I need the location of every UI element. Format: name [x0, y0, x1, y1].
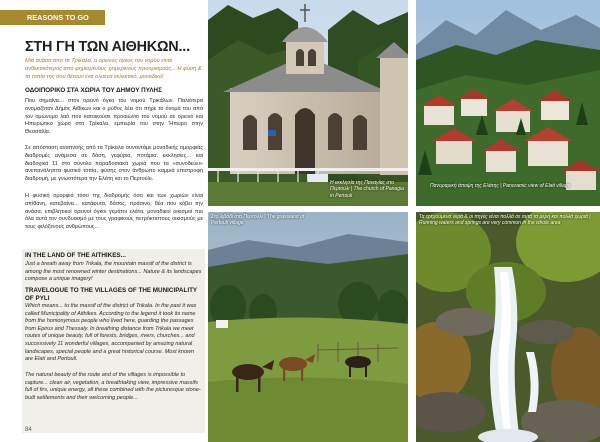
- english-body-2: Which means... to the massif of the district of Trikala. In the past it was called Municipality of Aithikes. According to the legend it took its name from the homonymous people who lived here, guarding the passages from Epirus and Thessaly. In breathing distance from Trikala we meet routes of unique beauty, full of forests, bridges, rivers, churches... and successively 11 wonderful villages, accompanied by amazing natural landscapes, special people and a great historical course. Most known are Elati and Pertouli.: [25, 303, 197, 363]
- greek-subtitle: ΟΔΟΙΠΟΡΙΚΟ ΣΤΑ ΧΩΡΙΑ ΤΟΥ ΔΗΜΟΥ ΠΥΛΗΣ: [25, 87, 162, 94]
- greek-body-3: Η φυσική ομορφιά τόσο της διαδρομής όσο και των χωριών είναι απίθανη, κατεβαίνει... κατάφυτα, δάσος, πράσινο, θέα που κόβει την ανάσα, επιβλητικοί ορεινοί όγκοι γεμάτοι ελάτα, μοναδικοί οικισμοί πιο όλα αυτά τον συνδυασμό με τους γραφικούς πετρόκτιστους οικισμούς με τους φιλόξενους ανθρώπους...: [25, 193, 203, 231]
- village-photo: [416, 0, 600, 206]
- english-body-1: Just a breath away from Trikala, the mountain massif of the district is among the most renowned winter destinations... Nature & its landscapes compose a unique imagery!: [25, 261, 202, 283]
- caption-church: Η εκκλησία της Παναγίας στο Περτούλι | The church of Panagia in Pertouli: [330, 180, 404, 199]
- lead-paragraph: Μια ανάσα απο τα Τρίκαλα, ο ορεινός όγκος του νομού είναι ανθεκτικότερος από φημισμένους χειμερινούς προορισμούς... Η φύση & τα τοπία της σου θέτουν ένα ολοένα εκλεκτικό, μοναδικό!: [25, 58, 202, 80]
- english-title-1: IN THE LAND OF THE AITHIKES...: [25, 252, 126, 259]
- caption-waterfall: Τα τρεχούμενα νερά & οι πηγές είναι πολλά σε αυτά τα μέρη και πολλά χωριά | Running waters and springs are very common in the whole area: [419, 214, 591, 227]
- church-photo: [208, 0, 408, 206]
- text-column: [0, 0, 205, 442]
- caption-meadow: Στο λιβάδι στο Περτούλι | The grassland of Pertouli village: [211, 214, 305, 227]
- meadow-photo: [208, 212, 408, 442]
- headline: ΣΤΗ ΓΗ ΤΩΝ ΑΙΘΗΚΩΝ...: [25, 39, 190, 55]
- page-number: 84: [25, 427, 32, 433]
- caption-village: Πανοραμική άποψη της Ελάτης | Panoramic view of Elati village: [430, 183, 571, 189]
- waterfall-photo: [416, 212, 600, 442]
- greek-body-1: Που σημαίνει... στον ορεινό όγκο του νομού Τρικάλων. Παλιότερα ονομαζόταν Δήμος Αιθίκων και ο μύθος λέει ότι πήρε το όνομά του από τον ομώνυμο λαό που κατοικούσε προαιώνιο του νομού σε ορεινό και Ηπειρώτικο χώρο στα Τρίκαλα, εμπειρία του στην Ήπειρο στην Θεσσαλία.: [25, 98, 203, 136]
- english-body-3: The natural beauty of the route and of the villages is impossible to capture... clean air, vegetation, a breathtaking view, impressive massifs full of firs, unique energy, all these combined with the picturesque stone-built settlements and their welcoming people...: [25, 372, 201, 401]
- english-title-2: TRAVELOGUE TO THE VILLAGES OF THE MUNICIPALITY OF PYLI: [25, 287, 198, 302]
- greek-body-2: Σε απόσταση αναπνοής από τα Τρίκαλα συναντάμε μοναδικής ομορφιάς διαδρομές ανάμεσα σε δάση, γεφύρια, ποτάμια, εκκλησίες... και διαδοχικά 11 στο σύνολο παραδοσιακά χωριά που τα «συνοδεύει» ανεπανάληπτα φυσικά τοπία, φύσης στον άνθρωπο καμμιά επιστροφή διαδρομή, με γνωστότερα την Ελάτη και το Περτούλι.: [25, 145, 203, 183]
- section-tab: REASONS TO GO OUT: [0, 10, 105, 25]
